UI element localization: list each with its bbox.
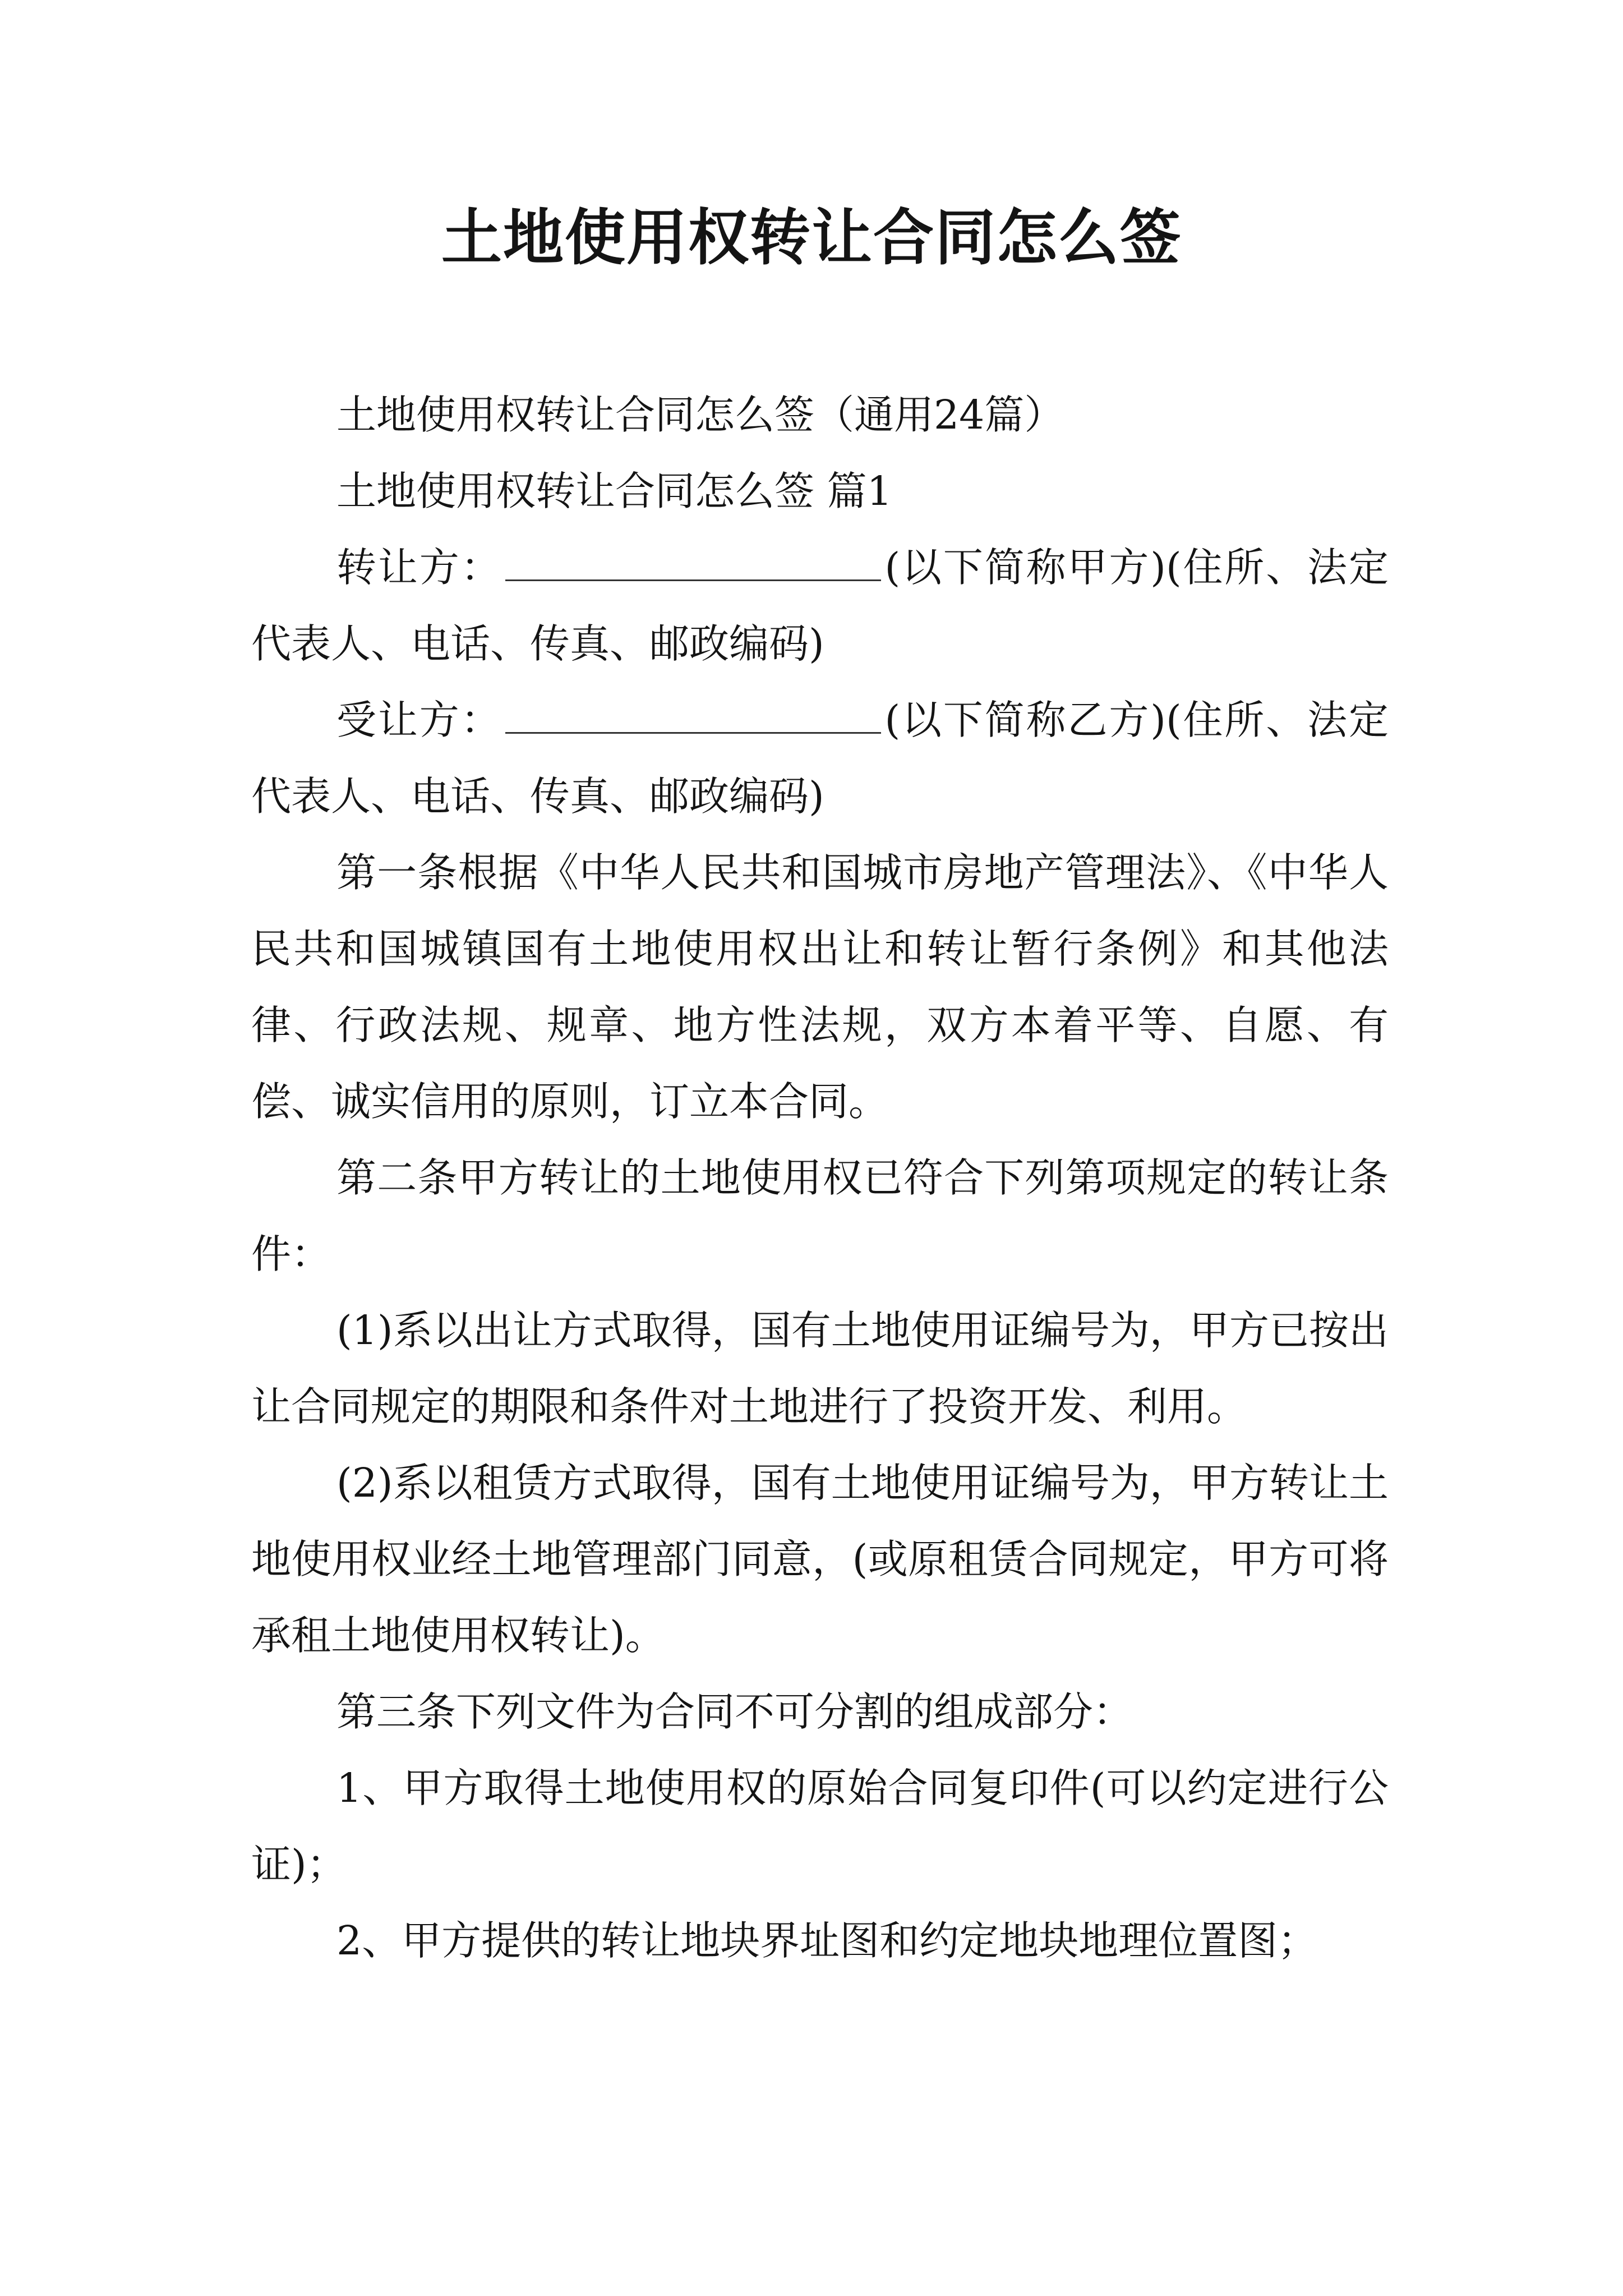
- item-2: 2、甲方提供的转让地块界址图和约定地块地理位置图；: [336, 1917, 1318, 1964]
- section-heading: 土地使用权转让合同怎么签 篇1: [336, 468, 892, 514]
- transferor-label: 转让方：: [336, 544, 502, 591]
- article-2: 第二条甲方转让的土地使用权已符合下列第项规定的转让条件：: [251, 1154, 1389, 1277]
- transferor-line: [251, 530, 1389, 682]
- clause-1: (1)系以出让方式取得，国有土地使用证编号为，甲方已按出让合同规定的期限和条件对土地进行了投资开发、利用。: [251, 1307, 1389, 1430]
- transferor-blank: [505, 546, 881, 581]
- transferee-suffix: (以下简称乙方)(住所、法定代表人、电话、传真、邮政编码): [251, 697, 1389, 820]
- clause-2: (2)系以租赁方式取得，国有土地使用证编号为，甲方转让土地使用权业经土地管理部门同意，(或原租赁合同规定，甲方可将承租土地使用权转让)。: [251, 1460, 1389, 1659]
- transferor-suffix: (以下简称甲方)(住所、法定代表人、电话、传真、邮政编码): [251, 544, 1389, 667]
- document-title: 土地使用权转让合同怎么签: [441, 203, 1182, 273]
- item-1: 1、甲方取得土地使用权的原始合同复印件(可以约定进行公证)；: [251, 1765, 1389, 1888]
- transferee-blank: [505, 698, 881, 734]
- article-3: 第三条下列文件为合同不可分割的组成部分：: [336, 1688, 1133, 1735]
- document-subtitle: 土地使用权转让合同怎么签（通用24篇）: [336, 392, 1064, 438]
- transferee-line: [251, 682, 1389, 835]
- article-1: 第一条根据《中华人民共和国城市房地产管理法》、《中华人民共和国城镇国有土地使用权出让和转让暂行条例》和其他法律、行政法规、规章、地方性法规，双方本着平等、自愿、有偿、诚实信用的原则，订立本合同。: [251, 849, 1389, 1125]
- transferee-label: 受让方：: [336, 697, 502, 743]
- document-body: [251, 377, 1389, 1979]
